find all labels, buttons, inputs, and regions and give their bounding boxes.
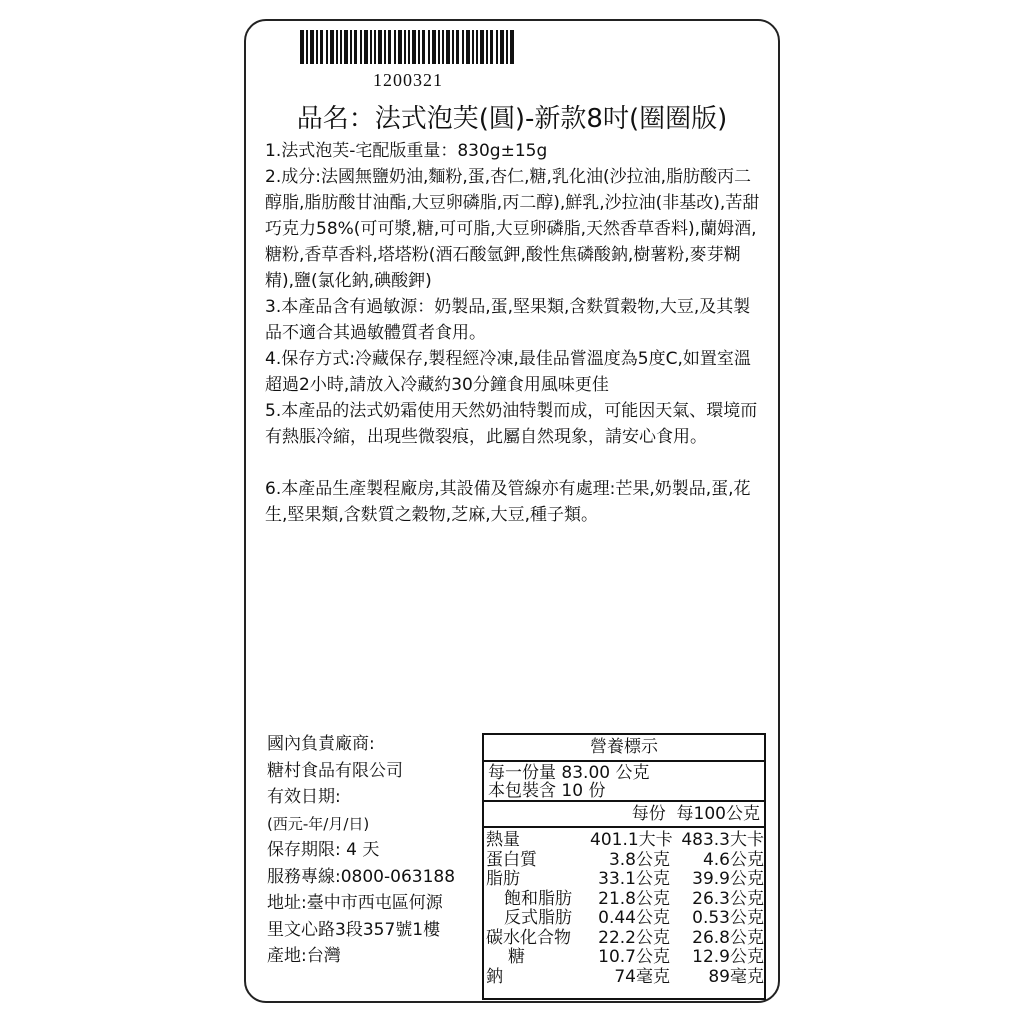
origin: 產地:台灣 bbox=[267, 946, 341, 966]
nutrition-row-trans-fat bbox=[484, 909, 764, 929]
serving-size: 每一份量 83.00 公克 bbox=[488, 763, 650, 783]
item-weight: 1.法式泡芙-宅配版重量：830g±15g bbox=[265, 141, 548, 161]
item-allergens: 3.本產品含有過敏源：奶製品,蛋,堅果類,含麩質穀物,大豆,及其製品不適合其過敏體質者食用。 bbox=[265, 297, 751, 343]
nutrition-row-fat bbox=[484, 870, 764, 890]
per-serving: 3.8公克 bbox=[608, 849, 670, 870]
nutrition-row-carbohydrate bbox=[484, 929, 764, 949]
nutrition-row-saturated-fat bbox=[484, 890, 764, 910]
nutrition-table bbox=[482, 733, 766, 1000]
serving-info bbox=[484, 762, 764, 802]
per-100g: 0.53公克 bbox=[692, 908, 764, 928]
per-100g: 26.8公克 bbox=[692, 927, 764, 948]
per-serving: 10.7公克 bbox=[598, 947, 670, 967]
barcode bbox=[300, 30, 516, 64]
per-100g: 26.3公克 bbox=[692, 888, 764, 909]
per-100g: 12.9公克 bbox=[692, 947, 764, 967]
barcode-number: 1200321 bbox=[373, 70, 443, 90]
per-serving: 21.8公克 bbox=[598, 888, 670, 909]
per-100g: 39.9公克 bbox=[692, 869, 764, 889]
nutrient-name: 脂肪 bbox=[486, 869, 520, 889]
per-serving: 74毫克 bbox=[614, 966, 670, 987]
per-100g: 483.3大卡 bbox=[681, 830, 764, 850]
nutrient-name: 飽和脂肪 bbox=[504, 888, 572, 909]
nutrition-row-sodium bbox=[484, 968, 764, 988]
nutrition-header: 每份 每100公克 bbox=[484, 802, 764, 828]
nutrient-name: 鈉 bbox=[486, 966, 503, 987]
manufacturer-name: 糖村食品有限公司 bbox=[267, 760, 403, 781]
nutrient-name: 糖 bbox=[508, 947, 525, 967]
nutrient-name: 熱量 bbox=[486, 830, 520, 850]
nutrition-rows bbox=[484, 828, 764, 987]
label-body bbox=[265, 138, 765, 528]
manufacturer-info bbox=[267, 731, 487, 970]
shelf-life: 保存期限: 4 天 bbox=[267, 840, 380, 860]
per-serving: 401.1大卡 bbox=[590, 830, 673, 850]
nutrient-name: 反式脂肪 bbox=[504, 908, 572, 928]
nutrient-name: 蛋白質 bbox=[486, 849, 537, 870]
per-serving: 0.44公克 bbox=[598, 908, 670, 928]
servings-per-pack: 本包裝含 10 份 bbox=[488, 781, 606, 801]
product-title: 品名：法式泡芙(圓)-新款8吋(圈圈版) bbox=[296, 104, 728, 134]
nutrition-row-energy bbox=[484, 831, 764, 851]
item-storage: 4.保存方式:冷藏保存,製程經冷凍,最佳品嘗溫度為5度C,如置室溫超過2小時,請放入冷藏約30分鐘食用風味更佳 bbox=[265, 349, 751, 395]
manufacturer-label: 國內負責廠商: bbox=[267, 734, 375, 754]
item-ingredients: 2.成分:法國無鹽奶油,麵粉,蛋,杏仁,糖,乳化油(沙拉油,脂肪酸丙二醇脂,脂肪酸甘油酯,大豆卵磷脂,丙二醇),鮮乳,沙拉油(非基改),苦甜巧克力58%(可可漿,糖,可可脂,大豆卵磷脂,天然香草香料),蘭姆酒,糖粉,香草香料,塔塔粉(酒石酸氫鉀,酸性焦磷酸鈉,樹薯粉,麥芽糊精),鹽(氯化鈉,碘酸鉀) bbox=[265, 167, 760, 291]
expiry-label: 有效日期: bbox=[267, 787, 341, 807]
item-facility: 6.本產品生產製程廠房,其設備及管線亦有處理:芒果,奶製品,蛋,花生,堅果類,含麩質之穀物,芝麻,大豆,種子類。 bbox=[265, 479, 751, 525]
per-serving: 33.1公克 bbox=[598, 869, 670, 889]
expiry-format: (西元-年/月/日) bbox=[267, 814, 370, 833]
per-100g: 89毫克 bbox=[708, 966, 764, 987]
nutrient-name: 碳水化合物 bbox=[486, 927, 571, 948]
service-hotline: 服務專線:0800-063188 bbox=[267, 866, 456, 887]
per-serving: 22.2公克 bbox=[598, 927, 670, 948]
nutrition-row-protein bbox=[484, 851, 764, 871]
nutrition-row-sugar bbox=[484, 948, 764, 968]
address-line-2: 里文心路3段357號1樓 bbox=[267, 919, 441, 940]
item-cream-note: 5.本產品的法式奶霜使用天然奶油特製而成，可能因天氣、環境而有熱脹冷縮，出現些微裂痕，此屬自然現象，請安心食用。 bbox=[265, 401, 758, 447]
per-100g: 4.6公克 bbox=[702, 849, 764, 870]
nutrition-title: 營養標示 bbox=[484, 735, 764, 762]
address-line-1: 地址:臺中市西屯區何源 bbox=[267, 893, 443, 913]
